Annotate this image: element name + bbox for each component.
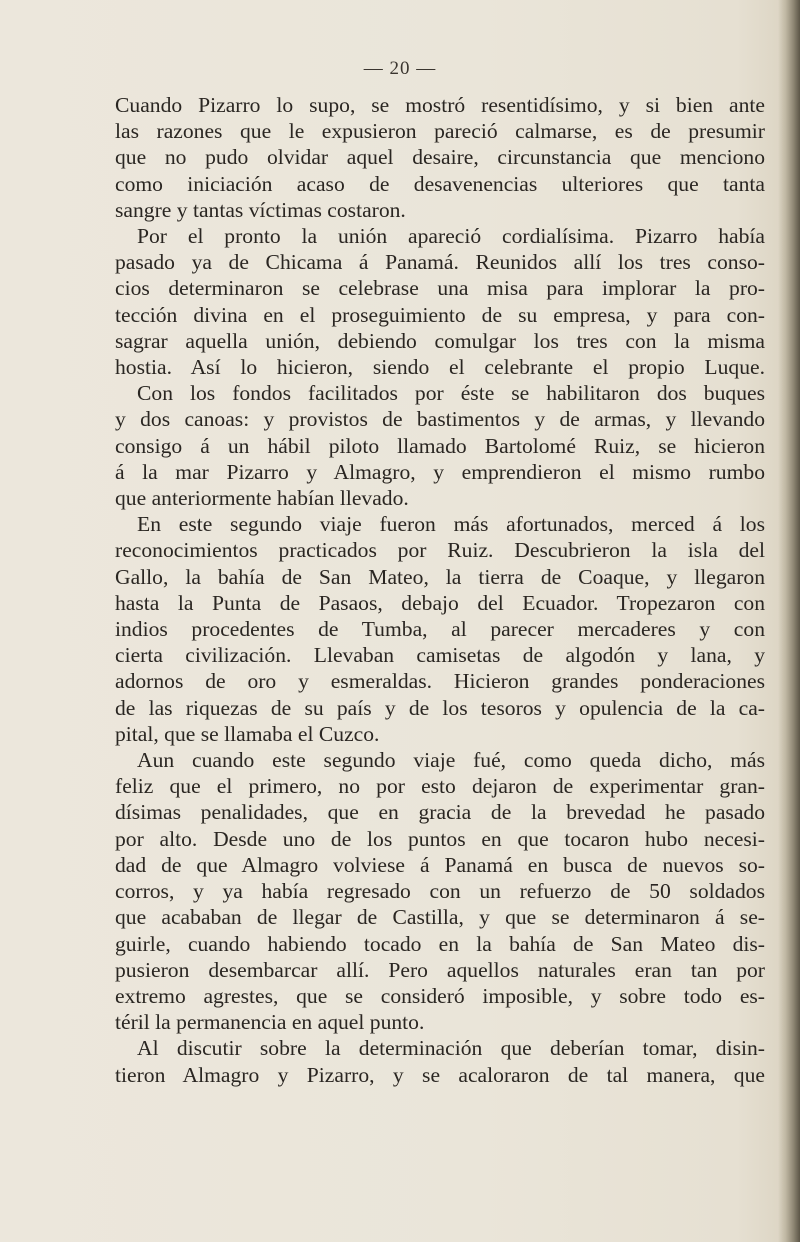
text-line: que no pudo olvidar aquel desaire, circunstancia que menciono xyxy=(115,145,765,170)
text-line: Cuando Pizarro lo supo, se mostró resentidísimo, y si bien ante xyxy=(115,93,765,117)
text-line: tección divina en el proseguimiento de su empresa, y para con- xyxy=(115,302,765,327)
text-line: por alto. Desde uno de los puntos en que tocaron hubo necesi- xyxy=(115,826,765,851)
text-line: á la mar Pizarro y Almagro, y emprendieron el mismo rumbo xyxy=(115,459,765,484)
text-line: cios determinaron se celebrase una misa para implorar la pro- xyxy=(115,276,765,301)
text-line: extremo agrestes, que se consideró imposible, y sobre todo es- xyxy=(115,983,765,1008)
text-line: corros, y ya había regresado con un refuerzo de 50 soldados xyxy=(115,879,765,904)
text-line: pusieron desembarcar allí. Pero aquellos naturales eran tan por xyxy=(115,957,765,982)
text-line: y dos canoas: y provistos de bastimentos y de armas, y llevando xyxy=(115,407,765,432)
text-line: sagrar aquella unión, debiendo comulgar los tres con la misma xyxy=(115,328,765,353)
page-edge-shadow xyxy=(778,0,800,1242)
text-line: de las riquezas de su país y de los tesoros y opulencia de la ca- xyxy=(115,695,765,720)
text-line: Gallo, la bahía de San Mateo, la tierra de Coaque, y llegaron xyxy=(115,564,765,589)
text-line: dad de que Almagro volviese á Panamá en busca de nuevos so- xyxy=(115,852,765,877)
text-line: feliz que el primero, no por esto dejaron de experimentar gran- xyxy=(115,774,765,799)
text-line: tieron Almagro y Pizarro, y se acaloraron de tal manera, que xyxy=(115,1062,765,1087)
text-line: téril la permanencia en aquel punto. xyxy=(115,1010,425,1035)
text-line: las razones que le expusieron pareció calmarse, es de presumir xyxy=(115,119,765,144)
text-line: hasta la Punta de Pasaos, debajo del Ecuador. Tropezaron con xyxy=(115,590,765,615)
text-line: consigo á un hábil piloto llamado Bartolomé Ruiz, se hicieron xyxy=(115,433,765,458)
text-line: hostia. Así lo hicieron, siendo el celebrante el propio Luque. xyxy=(115,355,765,380)
text-line: pasado ya de Chicama á Panamá. Reunidos allí los tres conso- xyxy=(115,250,765,275)
text-line: indios procedentes de Tumba, al parecer mercaderes y con xyxy=(115,617,765,642)
text-line: Por el pronto la unión apareció cordialísima. Pizarro había xyxy=(137,224,765,249)
text-line: que anteriormente habían llevado. xyxy=(115,486,409,511)
text-line: Con los fondos facilitados por éste se habilitaron dos buques xyxy=(137,381,765,406)
text-line: sangre y tantas víctimas costaron. xyxy=(115,197,406,222)
text-line: pital, que se llamaba el Cuzco. xyxy=(115,721,380,746)
text-line: como iniciación acaso de desavenencias ulteriores que tanta xyxy=(115,171,765,196)
text-line: cierta civilización. Llevaban camisetas de algodón y lana, y xyxy=(115,643,765,668)
text-line: dísimas penalidades, que en gracia de la brevedad he pasado xyxy=(115,800,765,825)
text-line: reconocimientos practicados por Ruiz. Descubrieron la isla del xyxy=(115,538,765,563)
text-line: guirle, cuando habiendo tocado en la bahía de San Mateo dis- xyxy=(115,931,765,956)
body-text xyxy=(115,92,765,1088)
page-number: — 20 — xyxy=(363,58,437,79)
text-line: adornos de oro y esmeraldas. Hicieron grandes ponderaciones xyxy=(115,669,765,694)
text-line: Aun cuando este segundo viaje fué, como queda dicho, más xyxy=(137,748,765,773)
text-line: Al discutir sobre la determinación que deberían tomar, disin- xyxy=(137,1036,765,1061)
text-line: que acababan de llegar de Castilla, y que se determinaron á se- xyxy=(115,905,765,930)
text-line: En este segundo viaje fueron más afortunados, merced á los xyxy=(137,512,765,537)
